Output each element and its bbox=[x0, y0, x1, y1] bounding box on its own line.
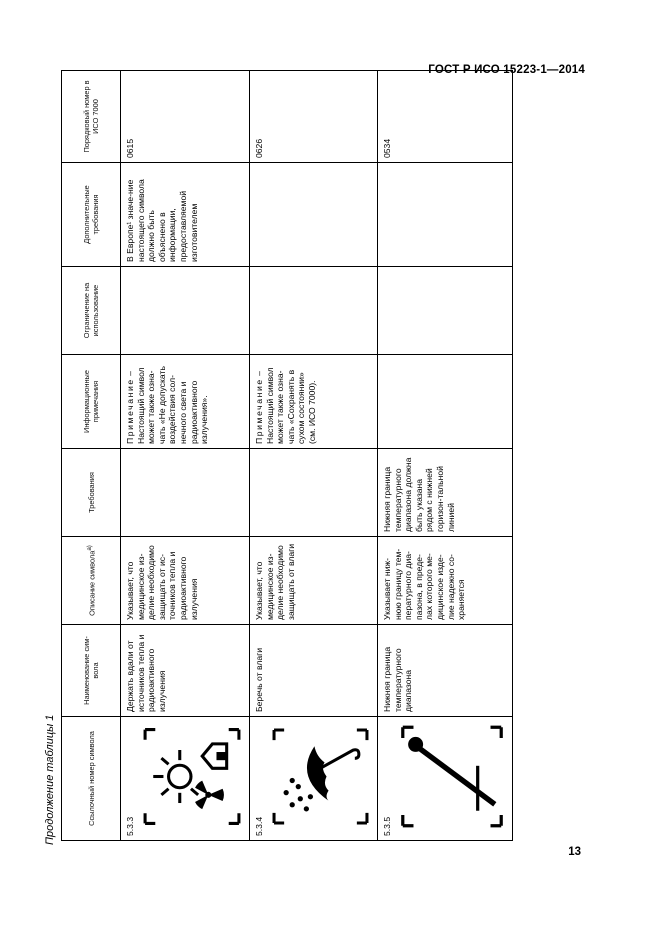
header-description-text: Описание символа bbox=[87, 550, 97, 616]
ref-number: 5.3.3 bbox=[125, 816, 135, 836]
notes-cell bbox=[250, 355, 378, 449]
iso-order-cell: 0615 bbox=[121, 71, 250, 163]
description-cell: Указывает ниж-нюю границу тем-пературного диа-пазона, в преде-лах которого ме-дицинское изде-лие надежно со-храняется bbox=[378, 537, 513, 625]
iso-order-cell: 0626 bbox=[250, 71, 378, 163]
document-id: ГОСТ Р ИСО 15223-1—2014 bbox=[428, 64, 585, 76]
symbols-table bbox=[61, 70, 513, 841]
ref-number: 5.3.4 bbox=[254, 816, 264, 836]
notes-cell bbox=[121, 355, 250, 449]
ref-cell bbox=[121, 717, 250, 841]
name-cell: Беречь от влаги bbox=[250, 625, 378, 717]
notes-label: Примечание bbox=[254, 378, 264, 444]
ref-cell bbox=[250, 717, 378, 841]
keep-dry-umbrella-icon bbox=[270, 723, 371, 830]
additional-cell bbox=[378, 163, 513, 267]
header-notes: Информационные примечания bbox=[62, 355, 121, 449]
header-additional: Дополнительные требования bbox=[62, 163, 121, 267]
notes-cell bbox=[378, 355, 513, 449]
additional-cell bbox=[250, 163, 378, 267]
description-cell: Указывает, что медицинское из-делие необходимо защищать от влаги bbox=[250, 537, 378, 625]
restrictions-cell bbox=[378, 267, 513, 355]
restrictions-cell bbox=[121, 267, 250, 355]
table-continuation-caption: Продолжение таблицы 1 bbox=[44, 714, 56, 845]
requirements-cell: Нижняя граница температурного диапазона должна быть указана рядом с нижней горизон-тальной линией bbox=[378, 449, 513, 537]
description-cell: Указывает, что медицинское из-делие необходимо защищать от ис-точников тепла и радиоактивного излучения bbox=[121, 537, 250, 625]
header-ref: Ссылочный номер символа bbox=[62, 717, 121, 841]
table-row bbox=[250, 71, 378, 841]
keep-away-from-heat-and-radiation-icon bbox=[141, 723, 243, 830]
name-cell: Держать вдали от источников тепла и радиоактивного излучения bbox=[121, 625, 250, 717]
notes-text: – Настоящий символ может также озна-чать «Не допускать воздействия сол-нечного света и радиоактивного излучения». bbox=[125, 366, 210, 444]
header-name: Наименование сим-вола bbox=[62, 625, 121, 717]
requirements-cell bbox=[250, 449, 378, 537]
page-number: 13 bbox=[568, 846, 581, 858]
ref-cell bbox=[378, 717, 513, 841]
header-description bbox=[62, 537, 121, 625]
table-row bbox=[378, 71, 513, 841]
additional-cell: В Европе¹ значе-ние настоящего символа должно быть объяснено в информации, предоставляемой изготовителем bbox=[121, 163, 250, 267]
rotated-table-container bbox=[61, 71, 503, 841]
restrictions-cell bbox=[250, 267, 378, 355]
lower-temperature-limit-icon bbox=[398, 723, 506, 830]
header-restrictions: Ограничение на использование bbox=[62, 267, 121, 355]
iso-order-cell: 0534 bbox=[378, 71, 513, 163]
name-cell: Нижняя граница температурного диапазона bbox=[378, 625, 513, 717]
table-header-row bbox=[62, 71, 121, 841]
ref-number: 5.3.5 bbox=[382, 816, 392, 836]
notes-text: – Настоящий символ может также озна-чать «Сохранять в сухом состоянии» (см. ИСО 7000). bbox=[254, 367, 317, 444]
table-row bbox=[121, 71, 250, 841]
header-iso-order: Порядковый номер в ИСО 7000 bbox=[62, 71, 121, 163]
header-requirements: Требования bbox=[62, 449, 121, 537]
requirements-cell bbox=[121, 449, 250, 537]
notes-label: Примечание bbox=[125, 378, 135, 444]
header-description-note: a) bbox=[86, 545, 94, 551]
